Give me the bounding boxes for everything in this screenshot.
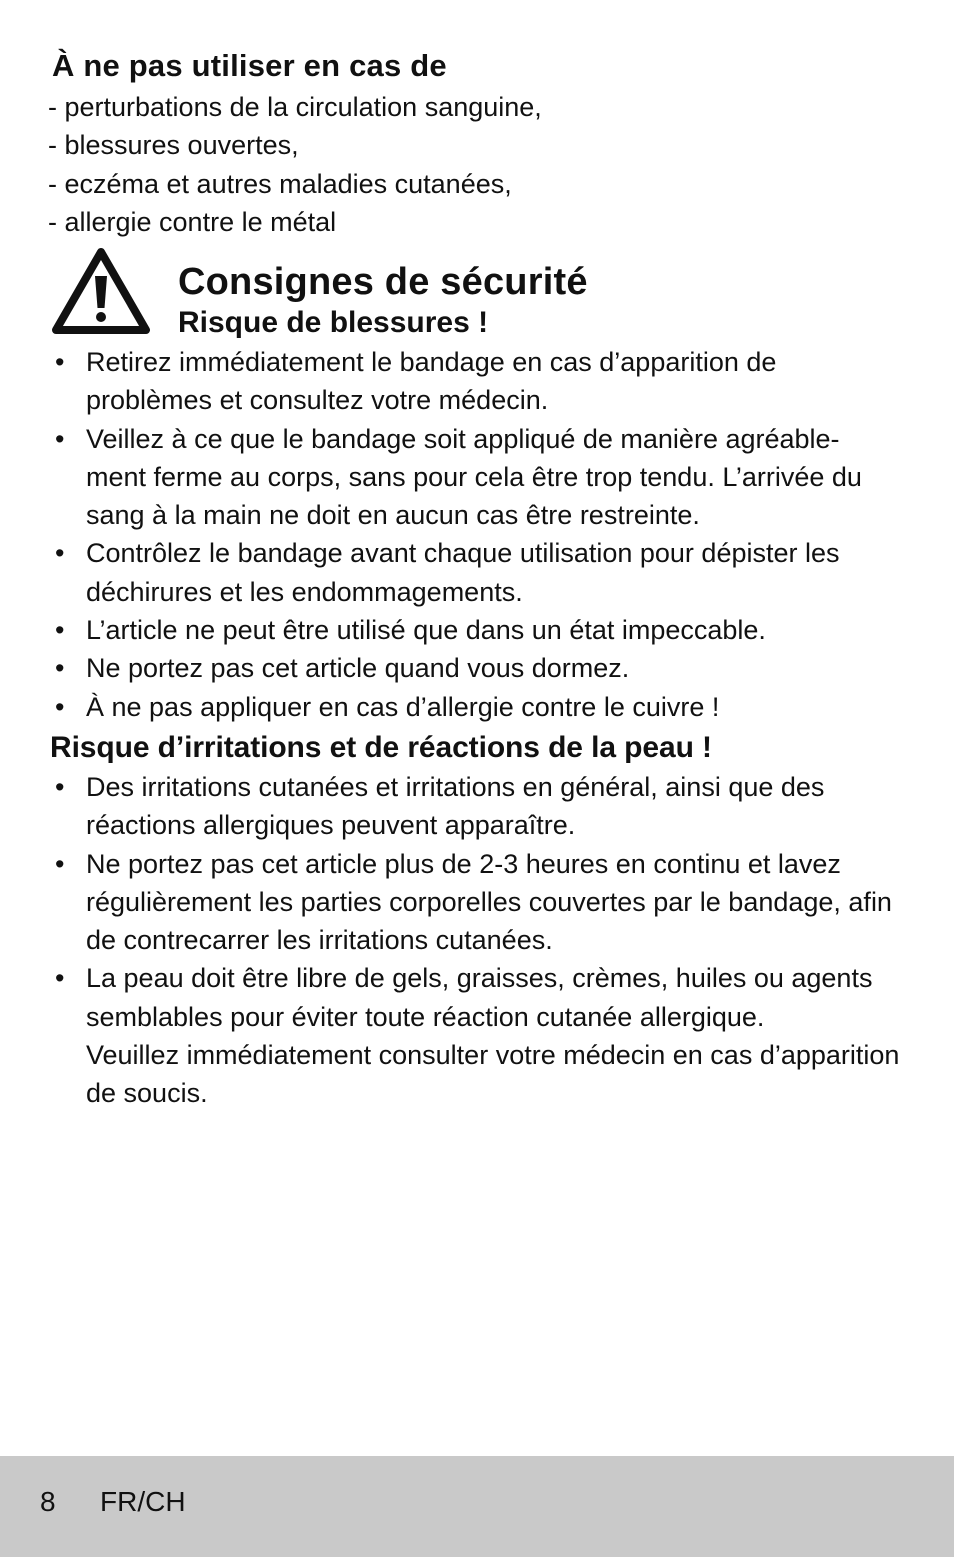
bullet-item: [50, 420, 930, 535]
bullet-item: [50, 649, 930, 687]
locale-label: FR/CH: [100, 1486, 186, 1517]
bullet-item: [50, 845, 930, 960]
list-item: - blessures ouvertes,: [48, 130, 299, 161]
bullet-dot-icon: •: [55, 423, 65, 454]
injury-risk-heading: Risque de blessures !: [178, 306, 489, 339]
warning-triangle-icon: [50, 246, 152, 336]
bullet-dot-icon: •: [55, 653, 65, 684]
bullet-text-line: Veillez à ce que le bandage soit appliqué de manière agréable-: [86, 423, 840, 454]
bullet-text-line: de soucis.: [86, 1078, 208, 1109]
bullet-text-line: Ne portez pas cet article quand vous dormez.: [86, 653, 630, 684]
bullet-text-line: La peau doit être libre de gels, graisses, crèmes, huiles ou agents: [86, 963, 873, 994]
safety-title: Consignes de sécurité: [178, 261, 588, 303]
bullet-text-line: réactions allergiques peuvent apparaître.: [86, 810, 576, 841]
bullet-dot-icon: •: [55, 347, 65, 377]
bullet-item: [50, 959, 930, 1112]
bullet-item: [50, 343, 930, 420]
bullet-text-line: Contrôlez le bandage avant chaque utilisation pour dépister les: [86, 538, 840, 569]
contraindications-heading: À ne pas utiliser en cas de: [52, 48, 447, 83]
bullet-dot-icon: •: [55, 538, 65, 569]
bullet-text-line: de contrecarrer les irritations cutanées.: [86, 925, 553, 956]
list-item: - eczéma et autres maladies cutanées,: [48, 168, 512, 199]
contraindications-list: [48, 88, 542, 241]
bullet-item: [50, 688, 930, 726]
bullet-text-line: Retirez immédiatement le bandage en cas d’apparition de: [86, 347, 777, 377]
bullet-text-line: problèmes et consultez votre médecin.: [86, 385, 549, 416]
bullet-text-line: déchirures et les endommagements.: [86, 576, 523, 607]
bullet-text-line: Des irritations cutanées et irritations en général, ainsi que des: [86, 772, 825, 802]
skin-bullet-list: [50, 768, 930, 1113]
bullet-text-line: Ne portez pas cet article plus de 2-3 heures en continu et lavez: [86, 848, 841, 879]
page-number: 8: [40, 1486, 56, 1517]
bullet-dot-icon: •: [55, 963, 65, 994]
bullet-text-line: À ne pas appliquer en cas d’allergie contre le cuivre !: [86, 691, 720, 722]
page-footer: [0, 1456, 954, 1557]
bullet-item: [50, 611, 930, 649]
bullet-dot-icon: •: [55, 848, 65, 879]
bullet-text-line: Veuillez immédiatement consulter votre médecin en cas d’apparition: [86, 1040, 900, 1071]
bullet-dot-icon: •: [55, 691, 65, 722]
bullet-item: [50, 534, 930, 611]
bullet-dot-icon: •: [55, 615, 65, 646]
list-item: - perturbations de la circulation sanguine,: [48, 92, 542, 122]
bullet-text-line: ment ferme au corps, sans pour cela être trop tendu. L’arrivée du: [86, 461, 862, 492]
bullet-text-line: sang à la main ne doit en aucun cas être restreinte.: [86, 500, 700, 531]
bullet-text-line: régulièrement les parties corporelles couvertes par le bandage, afin: [86, 886, 892, 917]
bullet-text-line: L’article ne peut être utilisé que dans un état impeccable.: [86, 615, 766, 646]
bullet-text-line: semblables pour éviter toute réaction cutanée allergique.: [86, 1001, 765, 1032]
list-item: - allergie contre le métal: [48, 206, 337, 237]
injury-bullet-list: [50, 343, 930, 726]
skin-risk-heading: Risque d’irritations et de réactions de la peau !: [50, 731, 712, 764]
bullet-item: [50, 768, 930, 845]
bullet-dot-icon: •: [55, 772, 65, 802]
